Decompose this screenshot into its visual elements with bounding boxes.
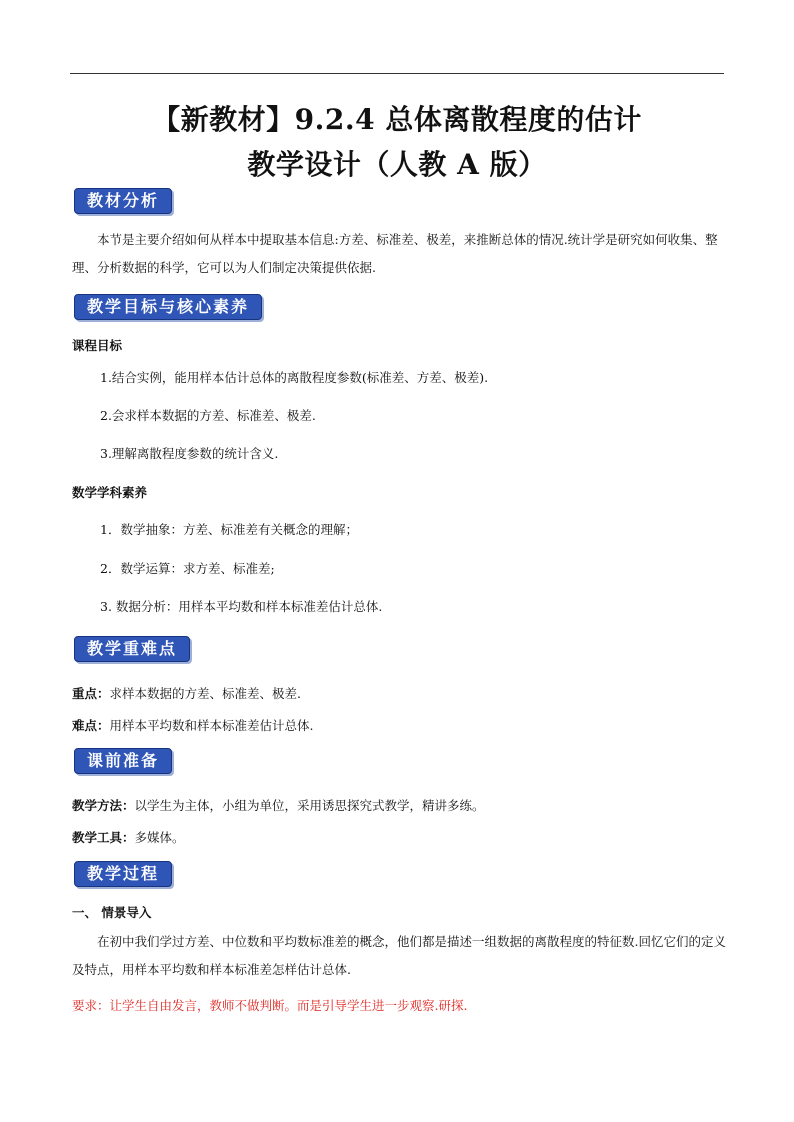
teaching-tool-label: 教学工具： — [72, 830, 135, 845]
course-goal-item: 2.会求样本数据的方差、标准差、极差. — [100, 408, 316, 423]
teaching-tool-text: 多媒体。 — [134, 830, 185, 845]
header-rule — [70, 73, 724, 74]
key-point-label: 重点： — [72, 686, 110, 701]
course-goal-item: 3.理解离散程度参数的统计含义. — [100, 446, 279, 461]
key-point-line — [72, 684, 301, 702]
course-goal-item: 1.结合实例，能用样本估计总体的离散程度参数(标准差、方差、极差). — [100, 370, 489, 385]
section-banner-goals: 教学目标与核心素养 — [74, 294, 262, 320]
document-title-line2: 教学设计（人教 A 版） — [247, 148, 547, 181]
step1-paragraph: 在初中我们学过方差、中位数和平均数标准差的概念，他们都是描述一组数据的离散程度的特征数.回忆它们的定义及特点，用样本平均数和样本标准差怎样估计总体. — [72, 934, 726, 977]
teaching-tool-line — [72, 828, 185, 846]
key-point-text: 求样本数据的方差、标准差、极差. — [109, 686, 301, 701]
literacy-heading: 数学学科素养 — [72, 485, 148, 500]
step1-heading: 一、 情景导入 — [72, 905, 152, 920]
literacy-item: 2．数学运算：求方差、标准差; — [100, 561, 275, 576]
course-goals-heading: 课程目标 — [72, 338, 123, 353]
document-title-line1: 【新教材】9.2.4 总体离散程度的估计 — [152, 103, 642, 136]
difficult-point-line — [72, 716, 314, 734]
section-banner-process: 教学过程 — [74, 861, 172, 887]
teaching-method-label: 教学方法： — [72, 798, 135, 813]
section-banner-key-points: 教学重难点 — [74, 636, 190, 662]
difficult-point-label: 难点： — [72, 718, 110, 733]
literacy-item: 3. 数据分析：用样本平均数和样本标准差估计总体. — [100, 599, 383, 614]
section-banner-preparation: 课前准备 — [74, 748, 172, 774]
difficult-point-text: 用样本平均数和样本标准差估计总体. — [109, 718, 314, 733]
teaching-method-line — [72, 796, 485, 814]
requirement-note: 要求：让学生自由发言，教师不做判断。而是引导学生进一步观察.研探. — [72, 998, 468, 1013]
section-banner-analysis: 教材分析 — [74, 188, 172, 214]
teaching-method-text: 以学生为主体，小组为单位，采用诱思探究式教学，精讲多练。 — [134, 798, 485, 813]
literacy-item: 1．数学抽象：方差、标准差有关概念的理解； — [100, 522, 358, 537]
analysis-paragraph: 本节是主要介绍如何从样本中提取基本信息:方差、标准差、极差，来推断总体的情况.统计学是研究如何收集、整理、分析数据的科学，它可以为人们制定决策提供依据. — [72, 232, 718, 275]
